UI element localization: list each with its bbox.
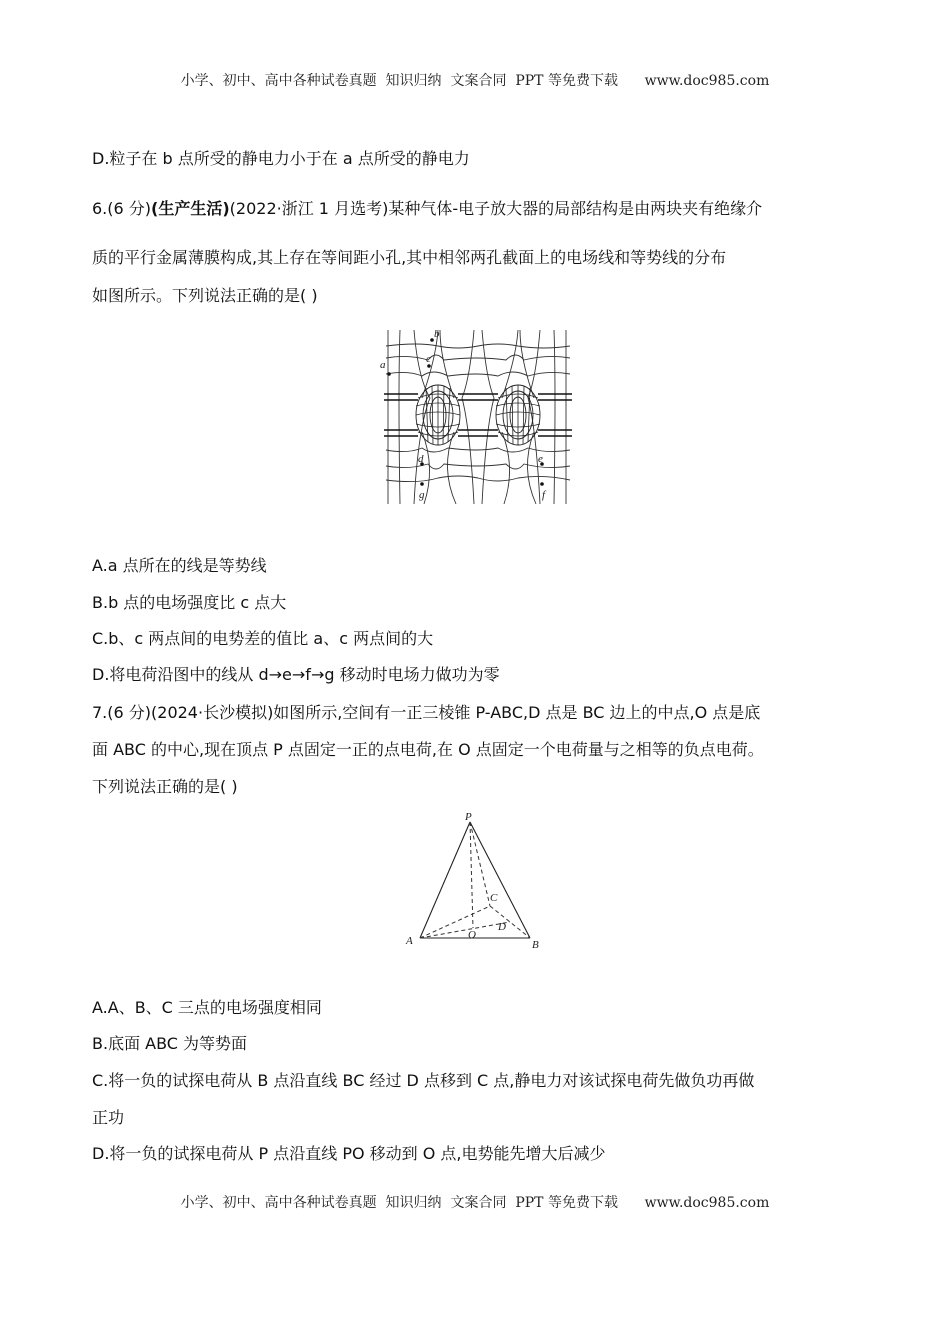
label-A: A — [406, 935, 413, 947]
q6-option-c: C.b、c 两点间的电势差的值比 a、c 两点间的大 — [92, 629, 434, 648]
label-c: c — [426, 353, 431, 365]
label-f: f — [542, 489, 546, 501]
right-hole-pattern — [496, 385, 540, 445]
q6-number: 6.(6 分) — [92, 199, 152, 218]
q6-stem-line-2: 质的平行金属薄膜构成,其上存在等间距小孔,其中相邻两孔截面上的电场线和等势线的分布 — [92, 248, 727, 267]
q7-stem-line-3: 下列说法正确的是( ) — [92, 777, 238, 796]
label-b: b — [434, 328, 440, 340]
label-e: e — [538, 453, 543, 465]
metal-films — [384, 394, 572, 436]
label-D: D — [498, 921, 506, 933]
q7-pyramid-figure — [400, 810, 550, 955]
q5-option-d: D.粒子在 b 点所受的静电力小于在 a 点所受的静电力 — [92, 149, 470, 168]
q6-stem-line-1 — [92, 196, 762, 219]
q6-option-a: A.a 点所在的线是等势线 — [92, 556, 267, 575]
q6-option-d: D.将电荷沿图中的线从 d→e→f→g 移动时电场力做功为零 — [92, 665, 500, 684]
pyramid-edges — [420, 822, 530, 938]
q6-option-b: B.b 点的电场强度比 c 点大 — [92, 593, 287, 612]
label-a: a — [380, 359, 386, 371]
q7-option-b: B.底面 ABC 为等势面 — [92, 1034, 248, 1053]
label-P: P — [465, 811, 472, 823]
q7-stem-line-2: 面 ABC 的中心,现在顶点 P 点固定一正的点电荷,在 O 点固定一个电荷量与之相等的负点电荷。 — [92, 740, 764, 759]
label-B: B — [532, 939, 539, 951]
field-pattern — [386, 330, 570, 504]
label-g: g — [419, 489, 425, 501]
page-footer: 小学、初中、高中各种试卷真题 知识归纳 文案合同 PPT 等免费下载 www.doc985.com — [180, 1195, 770, 1211]
q7-option-c: C.将一负的试探电荷从 B 点沿直线 BC 经过 D 点移到 C 点,静电力对该试探电荷先做负功再做 — [92, 1071, 755, 1090]
pyramid-hidden-edges — [420, 822, 530, 938]
page-header: 小学、初中、高中各种试卷真题 知识归纳 文案合同 PPT 等免费下载 www.doc985.com — [180, 73, 770, 89]
q7-option-c-continued: 正功 — [92, 1108, 125, 1127]
q6-tag: (生产生活) — [151, 199, 230, 218]
q6-field-line-figure — [378, 328, 574, 506]
q6-stem-text: (2022·浙江 1 月选考)某种气体-电子放大器的局部结构是由两块夹有绝缘介 — [229, 199, 763, 218]
label-C: C — [490, 892, 498, 904]
left-hole-pattern — [416, 385, 460, 445]
label-O: O — [468, 929, 476, 941]
label-d: d — [418, 453, 424, 465]
q6-stem-line-3: 如图所示。下列说法正确的是( ) — [92, 286, 318, 305]
q7-stem-line-1: 7.(6 分)(2024·长沙模拟)如图所示,空间有一正三棱锥 P-ABC,D 点是 BC 边上的中点,O 点是底 — [92, 703, 761, 722]
q7-option-d: D.将一负的试探电荷从 P 点沿直线 PO 移动到 O 点,电势能先增大后减少 — [92, 1144, 606, 1163]
q7-option-a: A.A、B、C 三点的电场强度相同 — [92, 998, 322, 1017]
